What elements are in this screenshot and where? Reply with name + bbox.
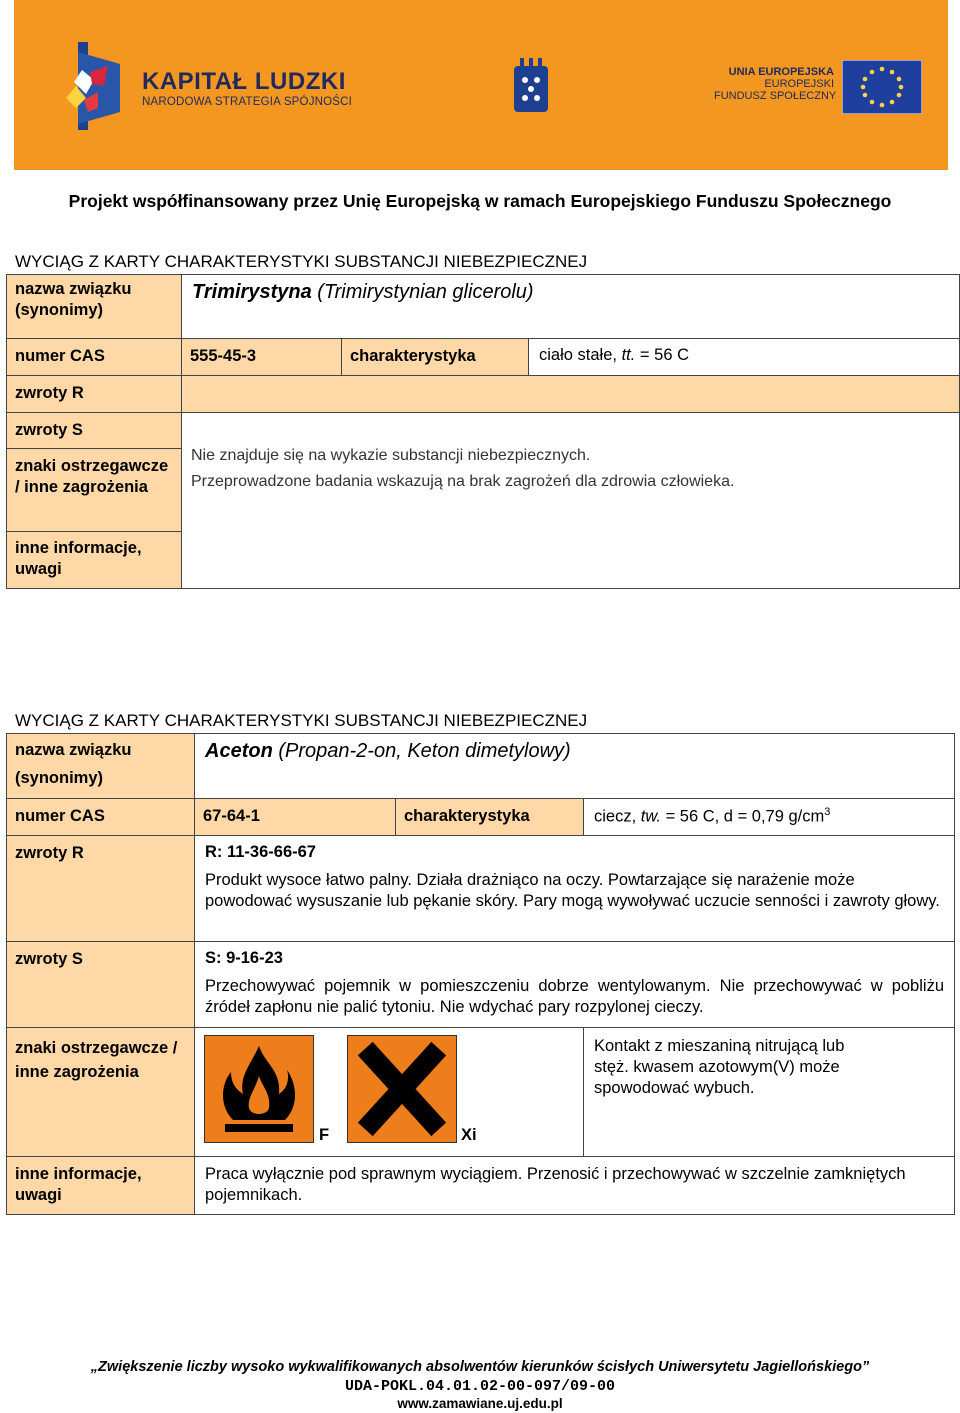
sheet1-compound-name: Trimirystyna (Trimirystynian glicerolu) [182,275,960,339]
sheet1-label-char: charakterystyka [342,339,529,376]
sheet1-cas-value: 555-45-3 [182,339,342,376]
eu-flag-icon [842,60,922,114]
sheet1-r-row [182,376,960,413]
sheet1-label-info: inne informacje, uwagi [7,532,182,589]
header-banner [14,0,948,170]
sheet1-note-line1: Nie znajduje się na wykazie substancji niebezpiecznych. [191,447,591,464]
sheet1-label-cas: numer CAS [7,339,182,376]
footer-website-link[interactable]: www.zamawiane.uj.edu.pl [397,1396,563,1411]
sheet1-title: WYCIĄG Z KARTY CHARAKTERYSTYKI SUBSTANCJI NIEBEZPIECZNEJ [15,252,588,271]
eu-text-block [714,66,837,102]
sheet2-label-name: nazwa związku (synonimy) [7,734,195,799]
kapital-ludzki-subtitle: NARODOWA STRATEGIA SPÓJNOŚCI [142,96,353,108]
sheet1-note-cell [182,413,960,589]
sheet1-label-name: nazwa związku (synonimy) [7,275,182,339]
sheet2-char-value: ciecz, tw. = 56 C, d = 0,79 $g/cm^3$ [584,799,955,836]
eu-line-3: FUNDUSZ SPOŁECZNY [714,90,837,102]
sheet2-info-cell [195,1157,955,1215]
sheet2-s-cell [195,942,955,1028]
sheet2-info-text: Praca wyłącznie pod sprawnym wyciągiem. Przenosić i przechowywać w szczelnie zamkniętych pojemnikach. [205,1165,906,1204]
symbol-xi-label: Xi [461,1126,477,1144]
eu-line-2: EUROPEJSKI [764,78,834,90]
footer-project-code: UDA-POKL.04.01.02-00-097/09-00 [344,1378,616,1395]
sheet2-label-cas: numer CAS [7,799,195,836]
sheet2-hazard-note-cell [584,1028,955,1157]
sheet2-r-text: Produkt wysoce łatwo palny. Działa drażniąco na oczy. Powtarzające się narażenie może powodować wysuszanie lub pękanie skóry. Pary mogą wywoływać uczucie senności i zawroty głowy. [205,871,940,910]
sheet1-label-s: zwroty S [7,413,182,449]
project-cofinancing-line: Projekt współfinansowany przez Unię Europejską w ramach Europejskiego Funduszu Społecznego [68,191,892,211]
sheet2-label-info: inne informacje, uwagi [7,1157,195,1215]
sheet2-table [6,733,955,1215]
sheet2-r-cell [195,836,955,942]
pictogram-irritant [347,1035,457,1143]
symbol-f-label: F [319,1126,330,1144]
sheet2-title: WYCIĄG Z KARTY CHARAKTERYSTYKI SUBSTANCJI NIEBEZPIECZNEJ [15,711,588,730]
sheet2-compound-name: Aceton (Propan-2-on, Keton dimetylowy) [195,734,955,799]
sheet1-note-line2: Przeprowadzone badania wskazują na brak zagrożeń dla zdrowia człowieka. [191,473,735,490]
sheet1-label-signs: znaki ostrzegawcze / inne zagrożenia [7,449,182,532]
sheet2-label-r: zwroty R [7,836,195,942]
sheet2-s-text: Przechowywać pojemnik w pomieszczeniu dobrze wentylowanym. Nie przechowywać w pobliżu źródeł zapłonu nie palić tytoniu. Nie wdychać pary rozpylonej cieczy. [205,977,944,1016]
sheet2-label-signs: znaki ostrzegawcze / inne zagrożenia [7,1028,195,1157]
sheet1-label-r: zwroty R [7,376,182,413]
footer-project-title: „Zwiększenie liczby wysoko wykwalifikowanych absolwentów kierunków ścisłych Uniwersytetu Jagiellońskiego” [90,1359,870,1375]
flame-icon [205,1036,313,1142]
sheet1-char-value: ciało stałe, tt. = 56 C [529,339,960,376]
sheet2-label-char: charakterystyka [396,799,584,836]
kapital-ludzki-title: KAPITAŁ LUDZKI [142,68,346,95]
x-cross-icon [348,1036,456,1142]
emblem-shield-icon [514,58,548,112]
sheet2-s-codes: S: 9-16-23 [205,949,283,967]
sheet2-cas-value: 67-64-1 [195,799,396,836]
sheet1-table [6,274,960,589]
eu-line-1: UNIA EUROPEJSKA [728,66,834,78]
sheet2-r-codes: R: 11-36-66-67 [205,843,316,861]
sheet2-pictograms-cell [195,1028,584,1157]
sheet2-label-s: zwroty S [7,942,195,1028]
pictogram-flammable [204,1035,314,1143]
kapital-ludzki-logo-icon [64,42,134,132]
sheet2-hazard-note: Kontakt z mieszaniną nitrującą lub stęż. kwasem azotowym(V) może spowodować wybuch. [594,1037,845,1097]
